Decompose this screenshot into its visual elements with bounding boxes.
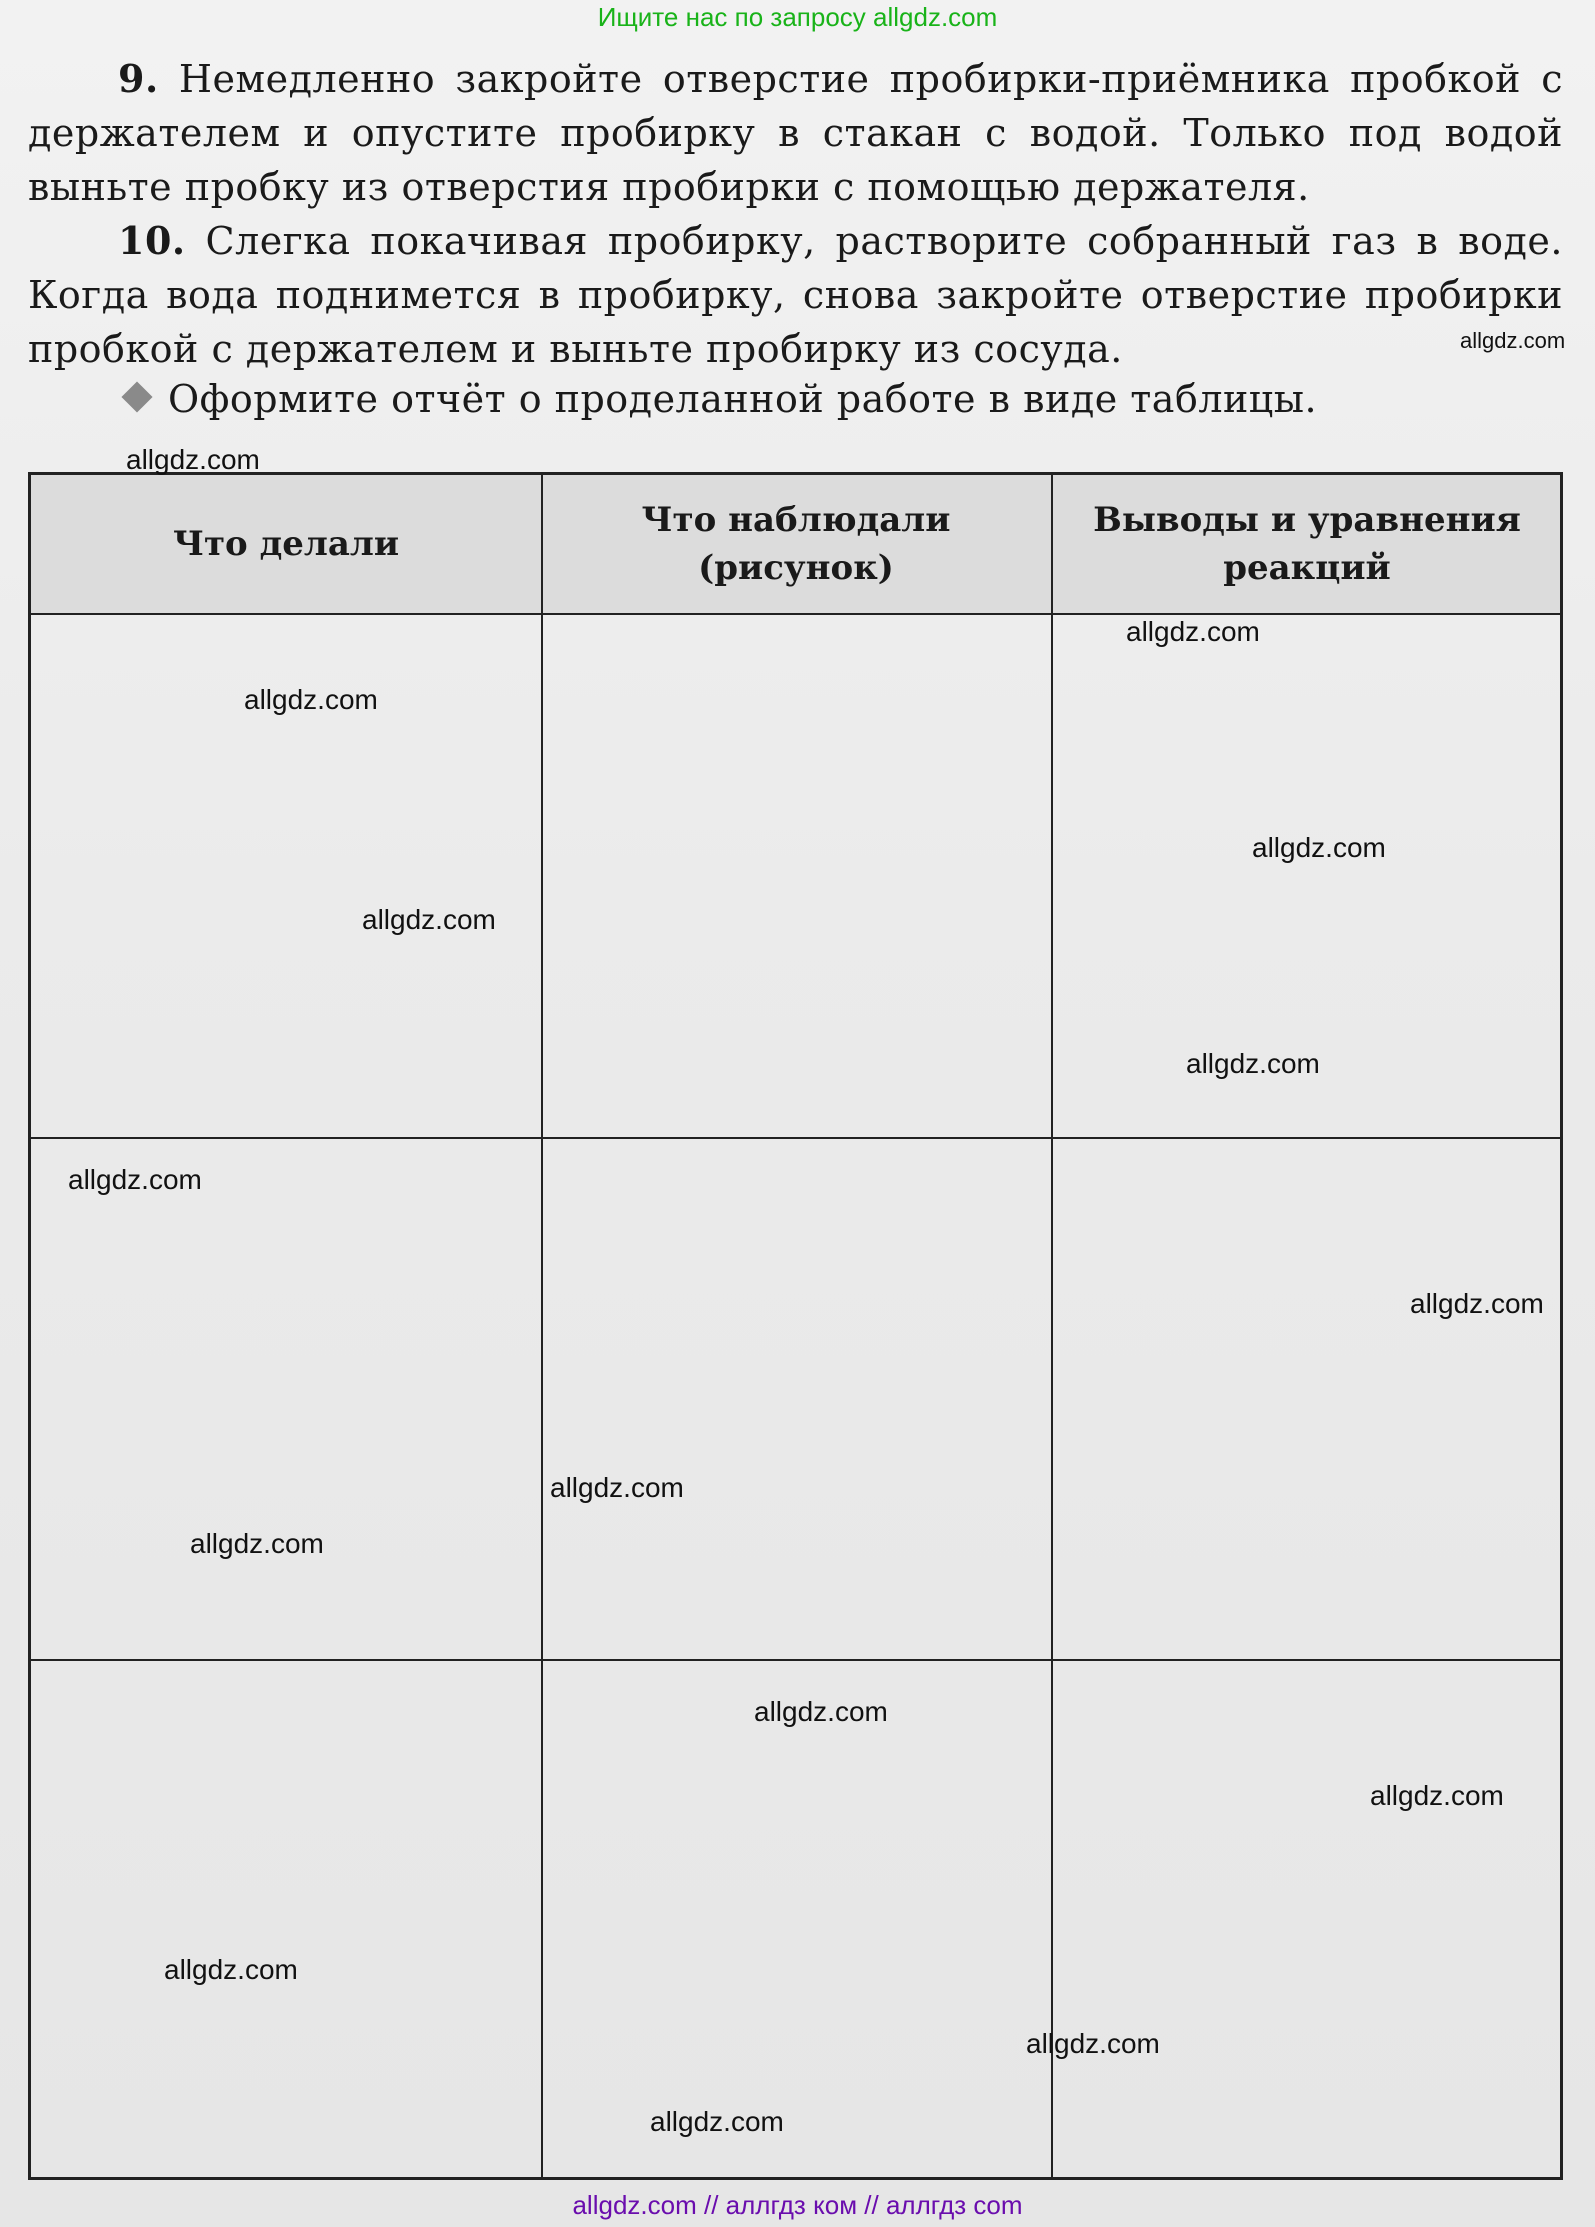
table-row-divider	[31, 613, 1560, 615]
table-column-divider	[1051, 475, 1053, 2177]
diamond-bullet-icon	[121, 381, 152, 412]
watermark: allgdz.com	[1370, 1780, 1504, 1811]
watermark: allgdz.com	[650, 2106, 784, 2137]
paragraph-9	[28, 52, 1563, 214]
table-row-divider	[31, 1137, 1560, 1139]
table-header-what-done: Что делали	[172, 524, 400, 564]
paragraph-9-number: 9.	[118, 56, 159, 101]
watermark: allgdz.com	[1186, 1048, 1320, 1079]
watermark: allgdz.com	[1252, 832, 1386, 863]
watermark: allgdz.com	[1026, 2028, 1160, 2059]
bottom-footer[interactable]: allgdz.com // аллгдз ком // аллгдз com	[572, 2190, 1023, 2220]
report-instruction	[28, 372, 1563, 426]
report-table	[28, 472, 1563, 2180]
report-instruction-text: Оформите отчёт о проделанной работе в виде таблицы.	[168, 377, 1318, 421]
watermark: allgdz.com	[1460, 328, 1566, 353]
watermark: allgdz.com	[754, 1696, 888, 1727]
table-column-divider	[541, 475, 543, 2177]
table-row-divider	[31, 1659, 1560, 1661]
watermark: allgdz.com	[550, 1472, 684, 1503]
watermark: allgdz.com	[164, 1954, 298, 1985]
watermark: allgdz.com	[126, 444, 260, 475]
paragraph-9-text: Немедленно закройте отверстие пробирки-приёмника пробкой с держателем и опустите пробирку в стакан с водой. Только под водой выньте пробку из отверстия пробирки с помощью держателя.	[28, 57, 1563, 209]
paragraph-10-text: Слегка покачивая пробирку, растворите собранный газ в воде. Когда вода поднимется в пробирку, снова закройте отверстие пробирки пробкой с держателем и выньте пробирку из сосуда.	[28, 219, 1563, 371]
top-banner[interactable]: Ищите нас по запросу allgdz.com	[597, 2, 998, 32]
table-header-observed: Что наблюдали (рисунок)	[641, 500, 951, 588]
watermark: allgdz.com	[362, 904, 496, 935]
paragraph-10-number: 10.	[118, 218, 186, 263]
paragraph-10	[28, 214, 1566, 376]
table-header-conclusions: Выводы и уравнения реакций	[1093, 500, 1521, 588]
watermark: allgdz.com	[190, 1528, 324, 1559]
watermark: allgdz.com	[68, 1164, 202, 1195]
watermark: allgdz.com	[1126, 616, 1260, 647]
watermark: allgdz.com	[244, 684, 378, 715]
watermark: allgdz.com	[1410, 1288, 1544, 1319]
